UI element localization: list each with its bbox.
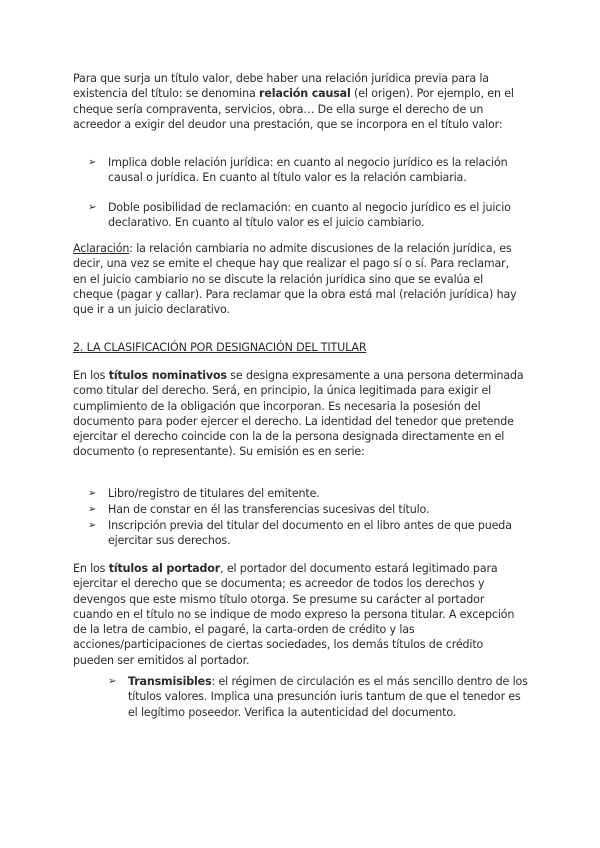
arrow-bullet-icon: ➢ [108,676,117,687]
list-item-text: Implica doble relación jurídica: en cuanto al negocio jurídico es la relación causal o jurídica. En cuanto al título valor es la relación cambiaria. [108,156,508,185]
nominativos-paragraph [73,368,525,460]
intro-text-1: Para que surja un título valor, debe haber una relación jurídica previa para la existencia del título: se denomina [73,72,489,101]
list-item [108,674,528,720]
portador-bold-term: títulos al portador [108,562,221,575]
list-item-text: Inscripción previa del titular del documento en el libro antes de que pueda ejercitar sus derechos. [108,519,512,548]
intro-paragraph [73,71,525,132]
nominativos-text-1: En los [73,369,109,382]
aclaracion-label: Aclaración [73,242,130,255]
nominativos-text-2: se designa expresamente a una persona determinada como titular del derecho. Será, en principio, la única legitimada para exigir el cumplimiento de la obligación que incorporan. Es necesaria la posesión del documento para poder ejercer el derecho. La identidad del tenedor que pretende ejercitar el derecho coincide con la de la persona designada directamente en el documento (o representante). Su emisión es en serie: [73,369,524,459]
portador-text-2: , el portador del documento estará legitimado para ejercitar el derecho que se documenta; es acreedor de todos los derechos y devengos que este mismo título otorga. Se presume su carácter al portador cuando en el título no se indique de modo expreso la persona titular. A excepción de la letra de cambio, el pagaré, la carta-orden de crédito y las acciones/participaciones de ciertas sociedades, los demás títulos de crédito pueden ser emitidos al portador. [73,562,515,667]
aclaracion-paragraph [73,241,525,317]
intro-text-2: (el origen). Por ejemplo, en el cheque sería compraventa, servicios, obra… De ella surge el derecho de un acreedor a exigir del deudor una prestación, que se incorpora en el título valor: [73,87,514,131]
list-item-text: Han de constar en él las transferencias sucesivas del título. [108,503,430,516]
list-item-text: Doble posibilidad de reclamación: en cuanto al negocio jurídico es el juicio declarativo. En cuanto al título valor es el juicio cambiario. [108,201,511,230]
list-item [88,486,528,501]
transmisibles-label: Transmisibles [128,675,212,688]
arrow-bullet-icon: ➢ [88,520,97,531]
list-item [88,518,528,549]
list-item [88,502,528,517]
list-item [88,200,528,231]
section-heading: 2. LA CLASIFICACIÓN POR DESIGNACIÓN DEL TITULAR [73,341,367,354]
arrow-bullet-icon: ➢ [88,488,97,499]
list-item [88,155,528,186]
aclaracion-text: : la relación cambiaria no admite discusiones de la relación jurídica, es decir, una vez se emite el cheque hay que realizar el pago sí o sí. Para reclamar, en el juicio cambiario no se discute la relación jurídica sino que se evalúa el cheque (pagar y callar). Para reclamar que la obra está mal (relación jurídica) hay que ir a un juicio declarativo. [73,242,517,317]
arrow-bullet-icon: ➢ [88,202,97,213]
arrow-bullet-icon: ➢ [88,504,97,515]
portador-text-1: En los [73,562,109,575]
transmisibles-text: : el régimen de circulación es el más sencillo dentro de los títulos valores. Implica una presunción iuris tantum de que el tenedor es el legítimo poseedor. Verifica la autenticidad del documento. [128,675,528,719]
list-item-text: Libro/registro de titulares del emitente. [108,487,320,500]
portador-paragraph [73,561,525,668]
nominativos-bold-term: títulos nominativos [108,369,227,382]
arrow-bullet-icon: ➢ [88,157,97,168]
intro-bold-term: relación causal [259,87,351,101]
